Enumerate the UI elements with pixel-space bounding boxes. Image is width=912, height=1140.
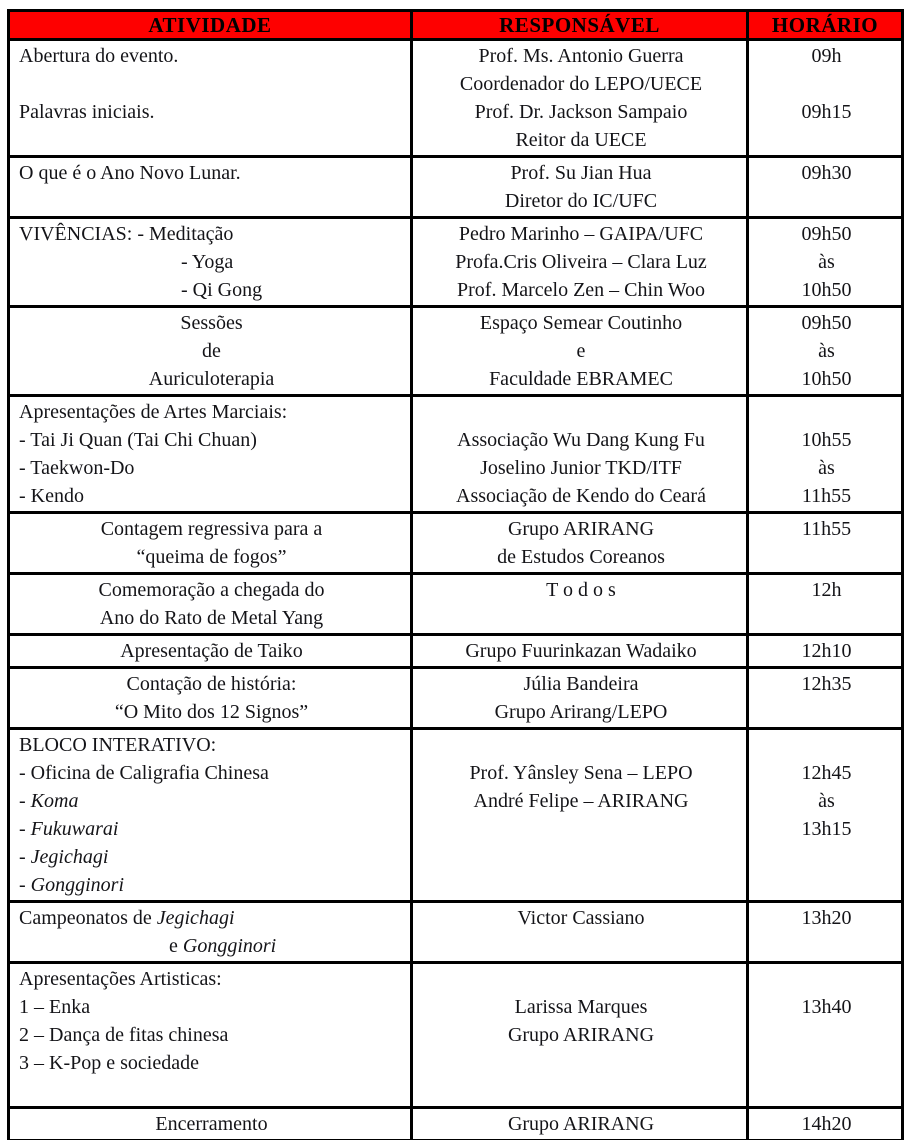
- table-row: [9, 668, 903, 729]
- cell-line: 14h20: [801, 1113, 852, 1135]
- time-cell: [748, 513, 903, 574]
- cell-line: - Kendo: [19, 485, 84, 507]
- cell-line: Associação Wu Dang Kung Fu: [457, 429, 705, 451]
- cell-line: Prof. Marcelo Zen – Chin Woo: [457, 279, 705, 301]
- table-row: [9, 902, 903, 963]
- time-cell: [748, 40, 903, 157]
- cell-line: Grupo ARIRANG: [507, 518, 655, 540]
- cell-line: Sessões: [180, 312, 243, 334]
- time-cell: [748, 307, 903, 396]
- table-row: [9, 635, 903, 668]
- cell-line: 11h55: [801, 518, 852, 540]
- cell-line: [422, 731, 740, 759]
- cell-line: Encerramento: [155, 1113, 268, 1135]
- table-row: [9, 40, 903, 157]
- cell-line: às: [818, 790, 835, 812]
- responsible-cell: [412, 635, 748, 668]
- activity-cell: [9, 157, 412, 218]
- cell-line: - Oficina de Caligrafia Chinesa: [19, 762, 269, 784]
- responsible-cell: [412, 218, 748, 307]
- time-cell: [748, 963, 903, 1108]
- cell-line: Apresentação de Taiko: [120, 640, 303, 662]
- cell-line: Contagem regressiva para a: [100, 518, 323, 540]
- cell-line: Grupo Arirang/LEPO: [494, 701, 668, 723]
- schedule-body: [9, 40, 903, 1140]
- cell-line: [758, 965, 895, 993]
- cell-line: Campeonatos de Jegichagi: [19, 907, 235, 929]
- cell-line: “O Mito dos 12 Signos”: [114, 701, 309, 723]
- responsible-cell: [412, 902, 748, 963]
- cell-line: 10h55: [801, 429, 852, 451]
- header-row: [9, 11, 903, 40]
- cell-line: “queima de fogos”: [136, 546, 287, 568]
- cell-line: [422, 965, 740, 993]
- cell-line: e: [576, 340, 586, 362]
- activity-cell: [9, 218, 412, 307]
- cell-line: Palavras iniciais.: [19, 101, 155, 123]
- time-cell: [748, 668, 903, 729]
- cell-line: [758, 398, 895, 426]
- cell-line: 09h15: [801, 101, 852, 123]
- cell-line: Coordenador do LEPO/UECE: [459, 73, 703, 95]
- cell-line: e Gongginori: [169, 935, 277, 957]
- time-cell: [748, 902, 903, 963]
- cell-line: 11h55: [801, 485, 852, 507]
- table-row: [9, 157, 903, 218]
- activity-cell: [9, 963, 412, 1108]
- table-row: [9, 729, 903, 902]
- table-row: [9, 307, 903, 396]
- cell-line: [758, 731, 895, 759]
- schedule-table: [7, 9, 904, 1140]
- cell-line: Espaço Semear Coutinho: [479, 312, 683, 334]
- cell-line: [19, 70, 404, 98]
- responsible-cell: [412, 668, 748, 729]
- cell-line: Auriculoterapia: [148, 368, 275, 390]
- cell-line: 09h30: [801, 162, 852, 184]
- column-header-horario: HORÁRIO: [748, 11, 903, 40]
- table-row: [9, 1108, 903, 1140]
- cell-line: Comemoração a chegada do: [98, 579, 325, 601]
- cell-line: Diretor do IC/UFC: [504, 190, 658, 212]
- cell-line: 10h50: [801, 368, 852, 390]
- cell-line: 12h45: [801, 762, 852, 784]
- cell-line: 13h20: [801, 907, 852, 929]
- time-cell: [748, 1108, 903, 1140]
- table-row: [9, 513, 903, 574]
- cell-line: de: [202, 340, 221, 362]
- cell-line: 12h: [811, 579, 842, 601]
- activity-cell: [9, 40, 412, 157]
- cell-line: Associação de Kendo do Ceará: [456, 485, 706, 507]
- cell-line: - Yoga: [181, 251, 234, 273]
- activity-cell: [9, 635, 412, 668]
- cell-line: 13h15: [801, 818, 852, 840]
- cell-line: 13h40: [801, 996, 852, 1018]
- cell-line: O que é o Ano Novo Lunar.: [19, 162, 241, 184]
- table-row: [9, 574, 903, 635]
- table-row: [9, 396, 903, 513]
- time-cell: [748, 157, 903, 218]
- responsible-cell: [412, 513, 748, 574]
- activity-cell: [9, 574, 412, 635]
- cell-line: 10h50: [801, 279, 852, 301]
- activity-cell: [9, 396, 412, 513]
- activity-cell: [9, 902, 412, 963]
- cell-line: às: [818, 340, 835, 362]
- cell-line: 09h: [811, 45, 842, 67]
- cell-line: Grupo ARIRANG: [507, 1113, 655, 1135]
- time-cell: [748, 574, 903, 635]
- responsible-cell: [412, 40, 748, 157]
- table-row: [9, 218, 903, 307]
- cell-line: 2 – Dança de fitas chinesa: [19, 1024, 229, 1046]
- cell-line: - Koma: [19, 790, 79, 812]
- activity-cell: [9, 513, 412, 574]
- time-cell: [748, 729, 903, 902]
- cell-line: - Qi Gong: [181, 279, 263, 301]
- cell-line: 1 – Enka: [19, 996, 91, 1018]
- cell-line: Faculdade EBRAMEC: [489, 368, 673, 390]
- cell-line: Profa.Cris Oliveira – Clara Luz: [455, 251, 707, 273]
- time-cell: [748, 218, 903, 307]
- cell-line: - Gongginori: [19, 874, 125, 896]
- cell-line: 12h10: [801, 640, 852, 662]
- cell-line: BLOCO INTERATIVO:: [19, 734, 217, 756]
- table-row: [9, 963, 903, 1108]
- cell-line: [758, 70, 895, 98]
- cell-line: Larissa Marques: [514, 996, 648, 1018]
- cell-line: T o d o s: [546, 579, 616, 601]
- cell-line: Apresentações de Artes Marciais:: [19, 401, 288, 423]
- activity-cell: [9, 1108, 412, 1140]
- cell-line: Reitor da UECE: [515, 129, 647, 151]
- cell-line: André Felipe – ARIRANG: [473, 790, 689, 812]
- time-cell: [748, 396, 903, 513]
- cell-line: Joselino Junior TKD/ITF: [480, 457, 682, 479]
- responsible-cell: [412, 396, 748, 513]
- responsible-cell: [412, 574, 748, 635]
- time-cell: [748, 635, 903, 668]
- cell-line: VIVÊNCIAS: - Meditação: [19, 223, 234, 245]
- cell-line: Pedro Marinho – GAIPA/UFC: [458, 223, 704, 245]
- cell-line: - Taekwon-Do: [19, 457, 135, 479]
- cell-line: Júlia Bandeira: [523, 673, 639, 695]
- cell-line: [422, 398, 740, 426]
- cell-line: Abertura do evento.: [19, 45, 179, 67]
- cell-line: - Fukuwarai: [19, 818, 119, 840]
- cell-line: 12h35: [801, 673, 852, 695]
- responsible-cell: [412, 1108, 748, 1140]
- cell-line: Grupo ARIRANG: [507, 1024, 655, 1046]
- cell-line: de Estudos Coreanos: [497, 546, 665, 568]
- responsible-cell: [412, 307, 748, 396]
- responsible-cell: [412, 729, 748, 902]
- cell-line: às: [818, 457, 835, 479]
- cell-line: às: [818, 251, 835, 273]
- column-header-atividade: ATIVIDADE: [9, 11, 412, 40]
- cell-line: [19, 1077, 404, 1105]
- cell-line: Ano do Rato de Metal Yang: [99, 607, 324, 629]
- activity-cell: [9, 729, 412, 902]
- cell-line: - Jegichagi: [19, 846, 109, 868]
- cell-line: Prof. Dr. Jackson Sampaio: [474, 101, 688, 123]
- cell-line: 3 – K-Pop e sociedade: [19, 1052, 199, 1074]
- column-header-responsavel: RESPONSÁVEL: [412, 11, 748, 40]
- cell-line: Contação de história:: [126, 673, 297, 695]
- activity-cell: [9, 307, 412, 396]
- cell-line: Apresentações Artisticas:: [19, 968, 222, 990]
- activity-cell: [9, 668, 412, 729]
- responsible-cell: [412, 157, 748, 218]
- responsible-cell: [412, 963, 748, 1108]
- cell-line: - Tai Ji Quan (Tai Chi Chuan): [19, 429, 257, 451]
- cell-line: Prof. Ms. Antonio Guerra: [478, 45, 684, 67]
- cell-line: Prof. Yânsley Sena – LEPO: [469, 762, 693, 784]
- cell-line: 09h50: [801, 312, 852, 334]
- cell-line: Prof. Su Jian Hua: [510, 162, 652, 184]
- cell-line: Victor Cassiano: [517, 907, 645, 929]
- cell-line: Grupo Fuurinkazan Wadaiko: [465, 640, 697, 662]
- cell-line: 09h50: [801, 223, 852, 245]
